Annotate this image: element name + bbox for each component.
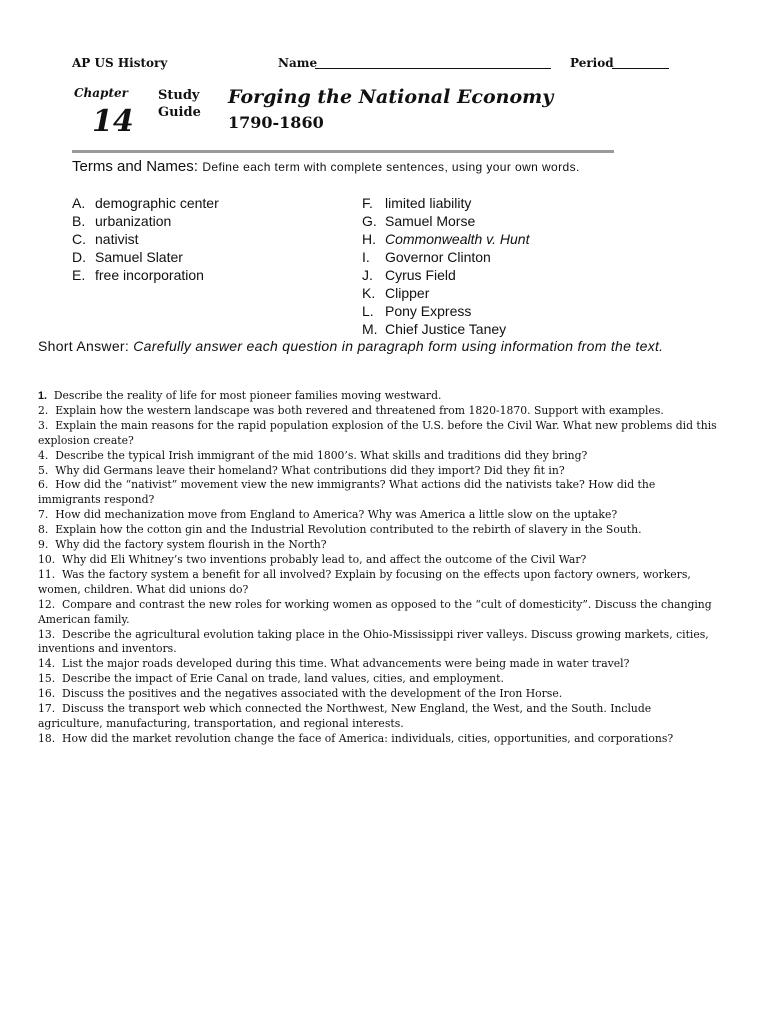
term-item — [362, 266, 529, 284]
term-letter: E. — [72, 267, 86, 283]
question-number: 13. — [38, 627, 56, 641]
question-number: 16. — [38, 687, 56, 701]
chapter-label: Chapter — [74, 86, 128, 100]
question-number: 1. — [38, 390, 48, 402]
chapter-number: 14 — [92, 104, 134, 139]
question-number: 15. — [38, 672, 56, 686]
term-item — [72, 212, 219, 230]
term-text: Clipper — [385, 285, 430, 301]
terms-list-right — [362, 194, 529, 338]
short-answer-heading — [38, 337, 688, 355]
question-item — [38, 568, 718, 598]
question-text: Discuss the transport web which connected the Northwest, New England, the West, and the South. Include agriculture, manufacturing, transportation, and regional interests. — [38, 702, 652, 730]
question-item — [38, 553, 718, 568]
document-title: Forging the National Economy — [228, 86, 554, 108]
term-item — [362, 248, 529, 266]
terms-heading-label: Terms and Names: — [72, 158, 198, 175]
term-item — [362, 194, 529, 212]
question-text: Why did the factory system flourish in the North? — [55, 538, 327, 552]
question-item — [38, 523, 718, 538]
term-letter: M. — [362, 321, 378, 337]
term-letter: K. — [362, 285, 376, 301]
term-letter: G. — [362, 213, 377, 229]
question-text: Describe the agricultural evolution taking place in the Ohio-Mississippi river valleys. Discuss growing markets, cities, inventions and inventors. — [38, 627, 709, 656]
question-text: Why did Eli Whitney’s two inventions probably lead to, and affect the outcome of the Civil War? — [62, 552, 587, 566]
question-item — [38, 732, 718, 747]
question-number: 14. — [38, 657, 56, 671]
question-number: 4. — [38, 448, 49, 462]
short-answer-instruction: Carefully answer each question in paragraph form using information from the text. — [133, 338, 664, 354]
question-number: 6. — [38, 478, 49, 492]
term-item — [362, 284, 529, 302]
question-list — [38, 389, 718, 747]
question-text: Explain how the cotton gin and the Industrial Revolution contributed to the rebirth of slavery in the South. — [55, 523, 642, 537]
term-item — [362, 302, 529, 320]
term-item — [72, 266, 219, 284]
question-text: Discuss the positives and the negatives associated with the development of the Iron Horse. — [62, 687, 563, 701]
name-label: Name — [278, 56, 318, 70]
divider-rule — [72, 150, 614, 153]
question-item — [38, 464, 718, 479]
question-text: Describe the reality of life for most pioneer families moving westward. — [53, 389, 442, 402]
question-text: How did mechanization move from England to America? Why was America a little slow on the uptake? — [55, 508, 618, 522]
question-number: 12. — [38, 597, 56, 611]
term-letter: A. — [72, 195, 86, 211]
question-item — [38, 404, 718, 419]
question-item — [38, 419, 718, 449]
question-number: 11. — [38, 567, 56, 581]
study-label: Study — [158, 88, 200, 103]
question-text: Explain how the western landscape was both revered and threatened from 1820-1870. Support with examples. — [55, 403, 664, 417]
terms-instruction: Define each term with complete sentences, using your own words. — [202, 160, 580, 174]
term-text: Samuel Morse — [385, 213, 476, 229]
terms-list-left — [72, 194, 219, 284]
question-item — [38, 538, 718, 553]
term-letter: I. — [362, 249, 370, 265]
course-title: AP US History — [72, 56, 168, 70]
term-letter: B. — [72, 213, 86, 229]
term-letter: H. — [362, 231, 376, 247]
term-text: Chief Justice Taney — [385, 321, 507, 337]
question-number: 17. — [38, 702, 56, 716]
term-letter: L. — [362, 303, 374, 319]
question-text: Describe the impact of Erie Canal on trade, land values, cities, and employment. — [62, 672, 504, 686]
term-text: Commonwealth v. Hunt — [385, 231, 530, 247]
term-item — [362, 212, 529, 230]
question-item — [38, 702, 718, 732]
question-number: 9. — [38, 538, 49, 552]
question-item — [38, 598, 718, 628]
term-text: free incorporation — [95, 267, 204, 283]
question-item — [38, 389, 718, 404]
question-text: Compare and contrast the new roles for working women as opposed to the “cult of domesticity”. Discuss the changing American family. — [38, 597, 712, 626]
term-text: Pony Express — [385, 303, 472, 319]
question-number: 10. — [38, 552, 56, 566]
question-number: 7. — [38, 508, 49, 522]
term-text: urbanization — [95, 213, 172, 229]
term-letter: C. — [72, 231, 86, 247]
guide-label: Guide — [158, 105, 201, 120]
term-item — [362, 320, 529, 338]
question-text: Why did Germans leave their homeland? What contributions did they import? Did they fit in? — [55, 463, 565, 477]
term-text: Cyrus Field — [385, 267, 456, 283]
question-number: 5. — [38, 463, 49, 477]
term-letter: J. — [362, 267, 373, 283]
question-number: 18. — [38, 731, 56, 745]
term-text: limited liability — [385, 195, 472, 211]
question-item — [38, 478, 718, 508]
question-number: 2. — [38, 403, 49, 417]
question-item — [38, 657, 718, 672]
term-letter: D. — [72, 249, 86, 265]
terms-heading — [72, 158, 580, 176]
term-text: Governor Clinton — [385, 249, 491, 265]
question-number: 8. — [38, 523, 49, 537]
question-item — [38, 449, 718, 464]
question-text: How did the “nativist” movement view the new immigrants? What actions did the nativists take? How did the immigrants respond? — [38, 478, 656, 507]
question-item — [38, 687, 718, 702]
term-item — [362, 230, 529, 248]
name-blank-line — [315, 68, 551, 69]
term-text: Samuel Slater — [95, 249, 183, 265]
date-range: 1790-1860 — [228, 113, 324, 132]
question-text: Describe the typical Irish immigrant of the mid 1800’s. What skills and traditions did they bring? — [55, 448, 588, 462]
question-number: 3. — [38, 418, 49, 432]
term-text: nativist — [95, 231, 139, 247]
term-letter: F. — [362, 195, 373, 211]
question-text: List the major roads developed during this time. What advancements were being made in water travel? — [62, 657, 630, 671]
question-text: Explain the main reasons for the rapid population explosion of the U.S. before the Civil War. What new problems did this explosion create? — [38, 418, 717, 447]
period-blank-line — [612, 68, 669, 69]
question-item — [38, 672, 718, 687]
period-label: Period — [570, 56, 614, 70]
question-text: How did the market revolution change the face of America: individuals, cities, opportunities, and corporations? — [62, 731, 674, 745]
term-text: demographic center — [95, 195, 219, 211]
term-item — [72, 248, 219, 266]
question-item — [38, 508, 718, 523]
question-item — [38, 628, 718, 658]
term-item — [72, 230, 219, 248]
term-item — [72, 194, 219, 212]
short-answer-label: Short Answer: — [38, 338, 130, 354]
question-text: Was the factory system a benefit for all involved? Explain by focusing on the effects upon factory owners, workers, women, children. What did unions do? — [38, 567, 691, 596]
